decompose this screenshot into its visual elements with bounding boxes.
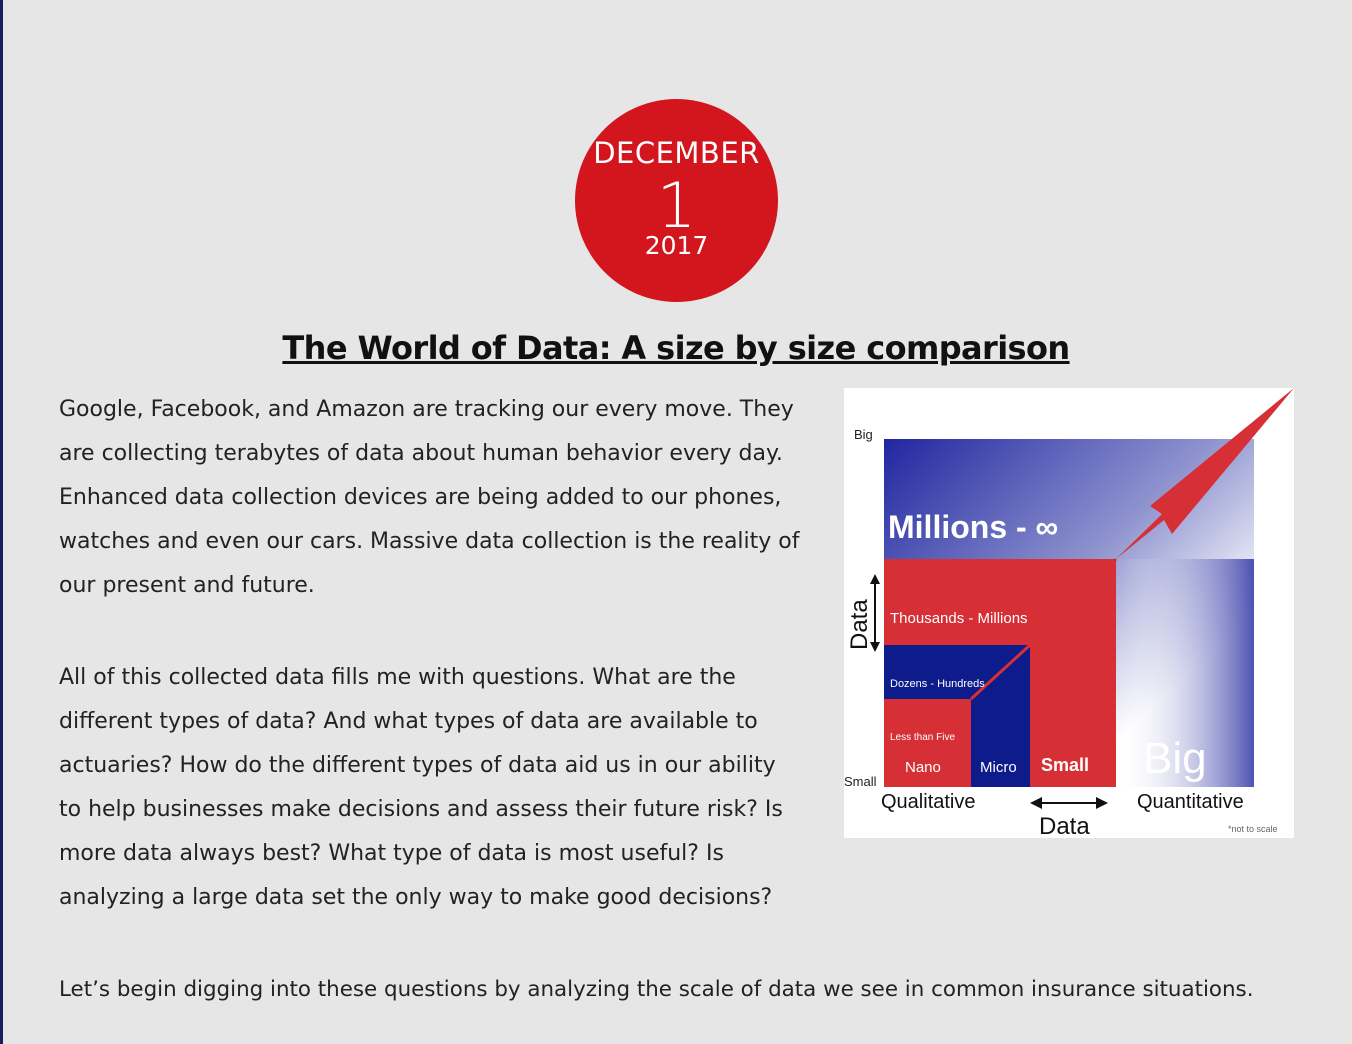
data-scale-figure: [844, 388, 1294, 838]
not-to-scale-note: *not to scale: [1228, 824, 1278, 834]
axis-data-horizontal: Data: [1039, 813, 1090, 838]
horizontal-arrow-left: [1030, 797, 1042, 809]
paragraph-intro: Google, Facebook, and Amazon are tracking our every move. They are collecting terabytes of data about human behavior every day. Enhanced data collection devices are being added to our phones, watches and even our cars. Massive data collection is the reality of our present and future.: [59, 397, 800, 598]
small-label: Small: [1041, 755, 1090, 775]
big-label: Big: [1143, 734, 1207, 783]
thousands-label: Thousands - Millions: [890, 610, 1028, 627]
micro-label: Micro: [980, 759, 1017, 776]
date-month: DECEMBER: [593, 136, 760, 170]
nano-label: Nano: [905, 759, 941, 776]
dozens-label: Dozens - Hundreds: [890, 678, 985, 690]
axis-small-label: Small: [844, 774, 877, 789]
vertical-arrow-up: [870, 574, 880, 584]
horizontal-arrow-right: [1096, 797, 1108, 809]
date-badge: [575, 99, 778, 302]
qualitative-label: Qualitative: [881, 791, 976, 813]
date-day: 1: [656, 169, 697, 242]
paragraph-questions: All of this collected data fills me with questions. What are the different types of data? And what types of data are available to actuaries? How do the different types of data aid us in our ability to help businesses make decisions and assess their future risk? Is more data always best? What type of data is most useful? Is analyzing a large data set the only way to make good decisions?: [59, 665, 783, 910]
post-title-link[interactable]: The World of Data: A size by size comparison: [282, 329, 1070, 367]
quantitative-label: Quantitative: [1137, 791, 1244, 813]
date-year: 2017: [644, 231, 709, 260]
axis-data-vertical: Data: [846, 599, 873, 650]
millions-label: Millions - ∞: [888, 509, 1059, 545]
less-than-five-label: Less than Five: [890, 732, 956, 743]
left-border: [0, 0, 3, 1044]
axis-big-label: Big: [854, 427, 873, 442]
paragraph-closing: Let’s begin digging into these questions by analyzing the scale of data we see in common insurance situations.: [59, 977, 1254, 1002]
